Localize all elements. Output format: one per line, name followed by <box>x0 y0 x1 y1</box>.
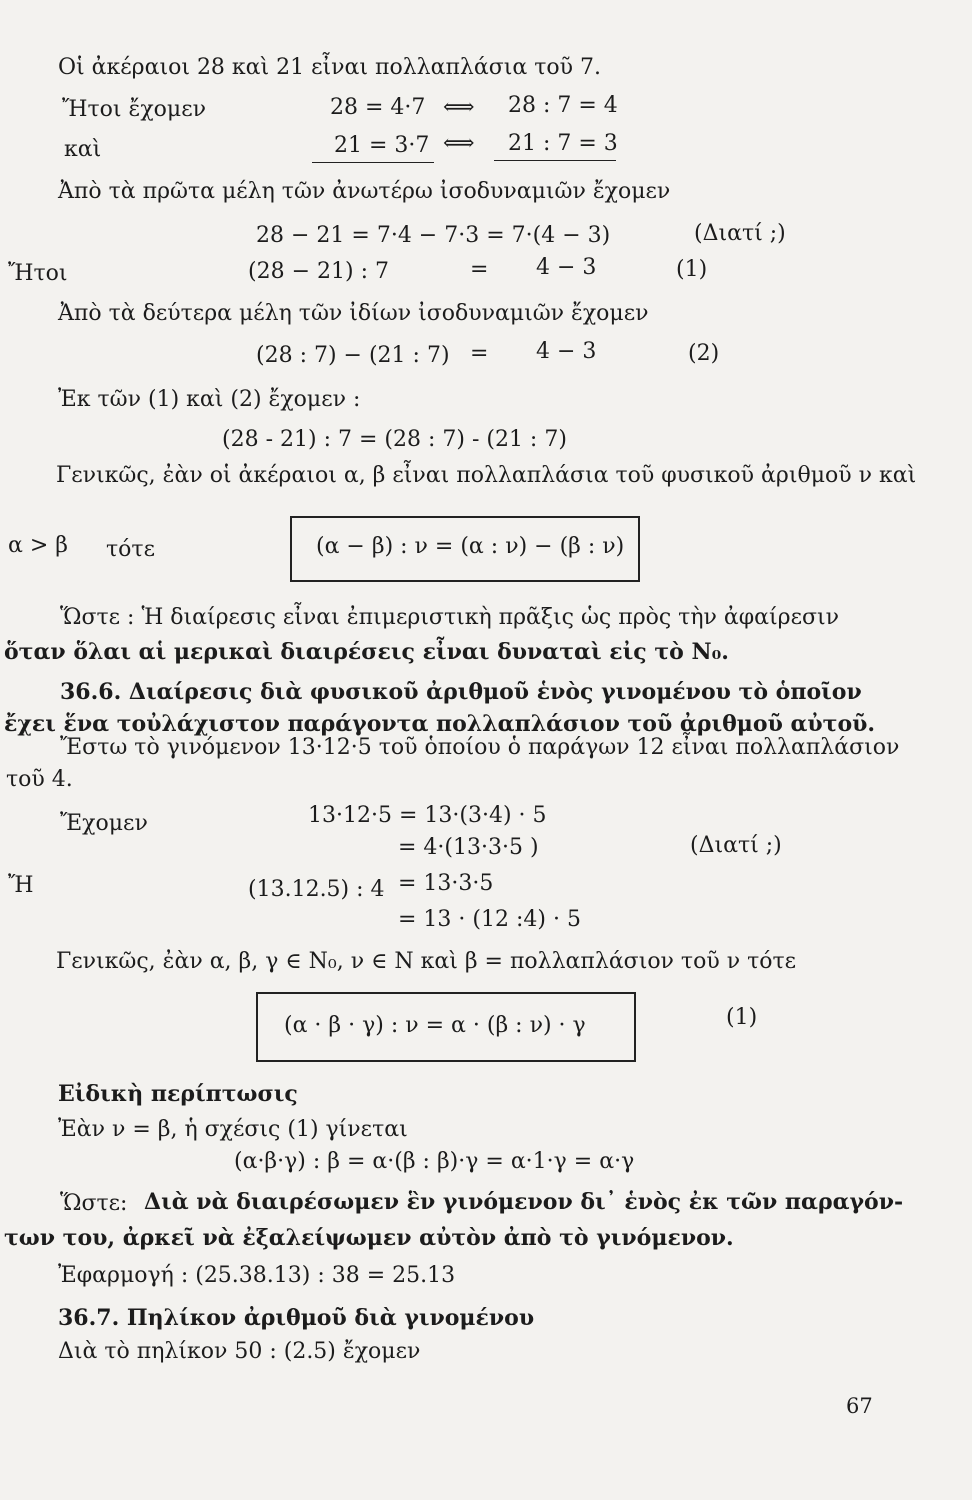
text-line: Ἐκ τῶν (1) καὶ (2) ἔχομεν : <box>58 387 361 412</box>
text-line: (Διατί ;) <box>694 221 786 246</box>
equation: (α · β · γ) : ν = α · (β : ν) · γ <box>284 1013 586 1038</box>
equivalence-symbol: ⟺ <box>443 131 475 156</box>
equation-label: (1) <box>676 257 708 282</box>
text-line: Διὰ τὸ πηλίκον 50 : (2.5) ἔχομεν <box>58 1339 421 1364</box>
text-line: Ἐὰν ν = β, ἡ σχέσις (1) γίνεται <box>58 1117 408 1142</box>
text-line: Ἔχομεν <box>60 811 148 836</box>
equation-label: (2) <box>688 341 720 366</box>
equation: = <box>470 341 489 366</box>
section-heading: ἔχει ἕνα τοὐλάχιστον παράγοντα πολλαπλάσιον τοῦ ἀριθμοῦ αὐτοῦ. <box>4 711 876 737</box>
equation: 13·12·5 = 13·(3·4) · 5 <box>308 803 547 828</box>
equivalence-symbol: ⟺ <box>443 95 475 120</box>
equation: 28 : 7 = 4 <box>508 93 618 118</box>
equation: 28 − 21 = 7·4 − 7·3 = 7·(4 − 3) <box>256 223 611 248</box>
text-line: καὶ <box>64 137 102 162</box>
equation: = 4·(13·3·5 ) <box>398 835 539 860</box>
text-line: Γενικῶς, ἐὰν α, β, γ ∈ N₀, ν ∈ N καὶ β = πολλαπλάσιον τοῦ ν τότε <box>56 949 797 974</box>
equation: 4 − 3 <box>536 255 597 280</box>
text-line: Διὰ νὰ διαιρέσωμεν ἓν γινόμενον δι᾽ ἑνὸς ἐκ τῶν παραγόν- <box>144 1189 904 1215</box>
equation: 21 : 7 = 3 <box>494 130 616 161</box>
equation: (13.12.5) : 4 <box>248 877 385 902</box>
text-line: Ἤ <box>8 873 34 898</box>
equation: (28 : 7) − (21 : 7) <box>256 343 450 368</box>
section-heading: 36.7. Πηλίκον ἀριθμοῦ διὰ γινομένου <box>58 1305 535 1331</box>
equation: = 13 · (12 :4) · 5 <box>398 907 581 932</box>
text-line: Ὥστε : Ἡ διαίρεσις εἶναι ἐπιμεριστικὴ πρᾶξις ὡς πρὸς τὴν ἀφαίρεσιν <box>60 605 839 630</box>
text-line: Ὥστε: <box>60 1191 128 1216</box>
text-line: Ἐφαρμογή : (25.38.13) : 38 = 25.13 <box>58 1263 456 1288</box>
text-line: Γενικῶς, ἐὰν οἱ ἀκέραιοι α, β εἶναι πολλαπλάσια τοῦ φυσικοῦ ἀριθμοῦ ν καὶ <box>56 463 917 488</box>
text-line: Ἤτοι ἔχομεν <box>62 97 206 122</box>
text-line: των του, ἀρκεῖ νὰ ἐξαλείψωμεν αὐτὸν ἀπὸ τὸ γινόμενον. <box>4 1225 734 1251</box>
text-line: (Διατί ;) <box>690 833 782 858</box>
text-line: Ἔστω τὸ γινόμενον 13·12·5 τοῦ ὁποίου ὁ παράγων 12 εἶναι πολλαπλάσιον <box>60 735 900 760</box>
equation: = 13·3·5 <box>398 871 494 896</box>
equation: 21 = 3·7 <box>312 132 434 163</box>
equation: (28 - 21) : 7 = (28 : 7) - (21 : 7) <box>222 427 567 452</box>
section-heading: 36.6. Διαίρεσις διὰ φυσικοῦ ἀριθμοῦ ἑνὸς γινομένου τὸ ὁποῖον <box>60 679 862 705</box>
formula-box <box>290 516 640 582</box>
formula-box <box>256 992 636 1062</box>
text-line: Ἤτοι <box>8 261 68 286</box>
text-line: τότε <box>106 537 155 562</box>
subsection-heading: Εἰδικὴ περίπτωσις <box>58 1081 298 1107</box>
text-line: τοῦ 4. <box>6 767 73 792</box>
page-number: 67 <box>846 1394 873 1418</box>
text-line: Οἱ ἀκέραιοι 28 καὶ 21 εἶναι πολλαπλάσια τοῦ 7. <box>58 55 601 80</box>
equation: 4 − 3 <box>536 339 597 364</box>
equation: 28 = 4·7 <box>330 95 426 120</box>
text-line: ὅταν ὅλαι αἱ μερικαὶ διαιρέσεις εἶναι δυναταὶ εἰς τὸ N₀. <box>4 639 729 665</box>
equation-label: (1) <box>726 1005 758 1030</box>
text-line: Ἀπὸ τὰ δεύτερα μέλη τῶν ἰδίων ἰσοδυναμιῶν ἔχομεν <box>58 301 649 326</box>
equation: = <box>470 257 489 282</box>
equation: (α·β·γ) : β = α·(β : β)·γ = α·1·γ = α·γ <box>234 1149 635 1174</box>
equation: (α − β) : ν = (α : ν) − (β : ν) <box>316 534 625 559</box>
text-line: α > β <box>8 533 68 558</box>
text-line: Ἀπὸ τὰ πρῶτα μέλη τῶν ἀνωτέρω ἰσοδυναμιῶν ἔχομεν <box>58 179 671 204</box>
equation: (28 − 21) : 7 <box>248 259 389 284</box>
